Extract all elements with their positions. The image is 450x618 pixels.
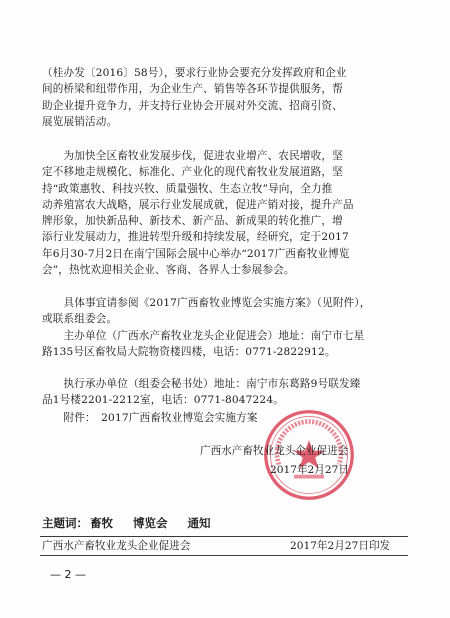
page-number: — 2 — (50, 568, 86, 581)
subject-label: 主题词： (42, 516, 88, 530)
organizer-unit-paragraph: 执行承办单位（组委会秘书处）地址：南宁市东葛路9号联发臻 品1号楼2201-2212室，电话：0771-8047224。 (42, 378, 361, 407)
body-paragraph-3: 具体事宜请参阅《2017广西畜牧业博览会实施方案》（见附件）， 或联系组委会。 (42, 297, 371, 326)
body-paragraph-2: 为加快全区畜牧业发展步伐，促进农业增产、农民增收，坚 定不移地走规模化、标准化、产业化的现代畜牧业发展道路，坚 持“政策惠牧、科技兴牧、质量强牧、生态立牧”导向，全力推 动养殖富农大战略，展示行业发展成就，促进产销对接，提升产品 牌形象，加快新品种、新技术、新产品、新成果的转化推广，增 添行业发展动力，推进转型升级和持续发展，经研究，定于2017 年6月30-7月2日在南宁国际会展中心举办“2017广西畜牧业博览 会”，热忱欢迎相关企业、客商、各界人士参展参会。 (42, 150, 354, 277)
body-paragraph-1: （桂办发〔2016〕58号），要求行业协会要充分发挥政府和企业 间的桥梁和纽带作用，为企业生产、销售等各环节提供服务，帮 助企业提升竞争力，并支持行业协会开展对外交流、招商引资、 展览展销活动。 (42, 67, 347, 128)
signature-date: 2017年2月27日 (270, 464, 349, 476)
subject-keyword: 博览会 (133, 516, 168, 530)
signature-organization: 广西水产畜牧业龙头企业促进会 (200, 445, 349, 457)
subject-keyword: 通知 (187, 516, 211, 530)
subject-keywords-line (42, 515, 211, 531)
host-unit-paragraph: 主办单位（广西水产畜牧业龙头企业促进会）地址：南宁市七星 路135号区畜牧局大院物资楼四楼，电话：0771-2822912。 (42, 330, 365, 359)
attachment-line: 附件： 2017广西畜牧业博览会实施方案 (42, 412, 258, 424)
issuing-organization: 广西水产畜牧业龙头企业促进会 (42, 540, 191, 552)
subject-keyword: 畜牧 (90, 516, 113, 530)
footer-divider-top (40, 536, 408, 537)
footer-divider-bottom (40, 555, 408, 556)
issue-date: 2017年2月27日印发 (290, 540, 391, 552)
